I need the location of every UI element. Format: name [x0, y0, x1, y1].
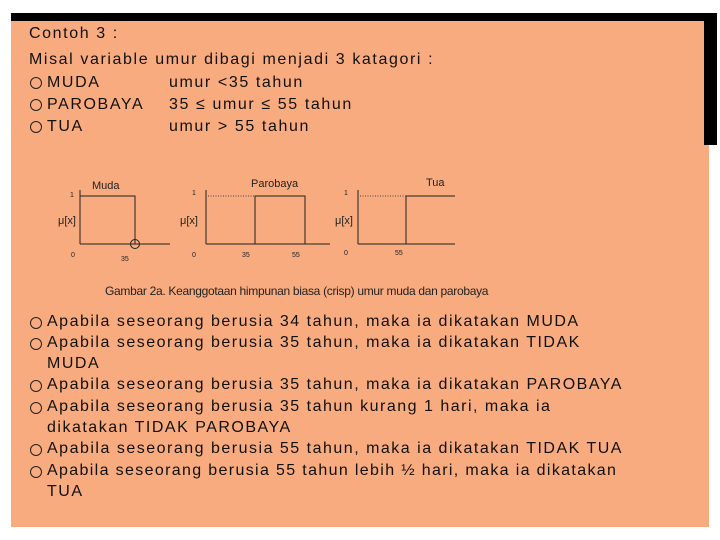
muda-membership-line	[80, 196, 135, 244]
parobaya-tick-35: 35	[242, 252, 250, 259]
category-name: PAROBAYA	[47, 96, 145, 113]
muda-tick-0: 0	[71, 252, 75, 259]
category-rule: umur <35 tahun	[169, 74, 304, 91]
tua-one-label: 1	[344, 190, 348, 197]
parobaya-tick-55: 55	[292, 252, 300, 259]
parobaya-mu-label: μ[x]	[180, 215, 198, 227]
intro-text: Misal variable umur dibagi menjadi 3 katagori :	[29, 51, 435, 68]
figure-caption: Gambar 2a. Keanggotaan himpunan biasa (crisp) umur muda dan parobaya	[105, 284, 489, 298]
slide-title: Contoh 3 :	[29, 25, 119, 42]
category-name: TUA	[47, 118, 84, 135]
statement-text: Apabila seseorang berusia 35 tahun, maka ia dikatakan PAROBAYA	[47, 376, 623, 393]
tua-membership-line	[406, 196, 455, 244]
statement-continuation: MUDA	[47, 355, 101, 372]
category-name: MUDA	[47, 74, 101, 91]
muda-tick-35: 35	[121, 256, 129, 263]
tua-tick-55: 55	[395, 250, 403, 257]
parobaya-one-label: 1	[192, 190, 196, 197]
tua-tick-0: 0	[344, 250, 348, 257]
parobaya-tick-0: 0	[192, 252, 196, 259]
statement-text: Apabila seseorang berusia 35 tahun, maka ia dikatakan TIDAK	[47, 334, 581, 351]
category-rule: umur > 55 tahun	[169, 118, 310, 135]
tua-label: Tua	[426, 177, 445, 189]
statement-continuation: dikatakan TIDAK PAROBAYA	[47, 419, 292, 436]
statement-text: Apabila seseorang berusia 35 tahun kurang 1 hari, maka ia	[47, 398, 552, 415]
muda-one-label: 1	[70, 192, 74, 199]
muda-label: Muda	[92, 180, 120, 192]
statement-text: Apabila seseorang berusia 55 tahun lebih ½ hari, maka ia dikatakan	[47, 462, 618, 479]
statement-continuation: TUA	[47, 483, 84, 500]
tua-mu-label: μ[x]	[335, 215, 353, 227]
muda-mu-label: μ[x]	[58, 215, 76, 227]
statement-text: Apabila seseorang berusia 34 tahun, maka ia dikatakan MUDA	[47, 313, 580, 330]
parobaya-membership-line	[255, 196, 305, 244]
parobaya-label: Parobaya	[251, 178, 299, 190]
statement-text: Apabila seseorang berusia 55 tahun, maka ia dikatakan TIDAK TUA	[47, 440, 623, 457]
category-rule: 35 ≤ umur ≤ 55 tahun	[169, 96, 353, 113]
